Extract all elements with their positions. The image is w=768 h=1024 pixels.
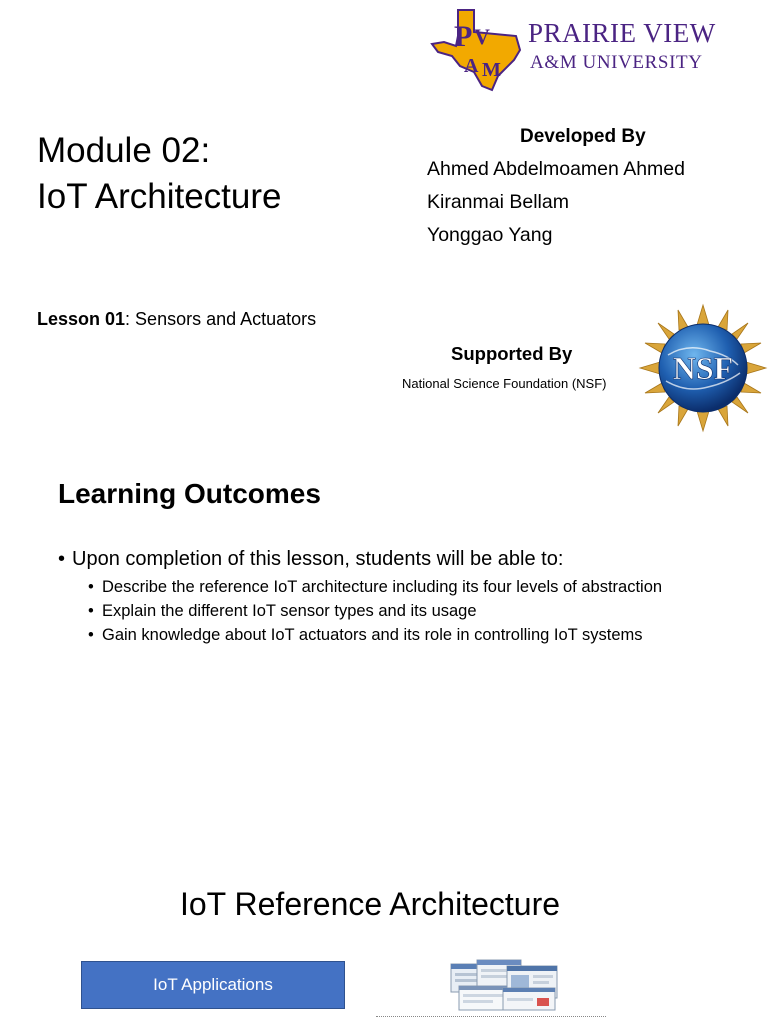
lesson-line — [37, 309, 316, 330]
developer-name: Yonggao Yang — [427, 224, 553, 246]
pvamu-emblem-icon — [430, 6, 530, 94]
bullet-icon: • — [88, 578, 94, 596]
iot-applications-box — [81, 961, 345, 1009]
outcome-item — [88, 626, 643, 645]
lesson-title: : Sensors and Actuators — [125, 309, 317, 329]
module-title — [37, 128, 281, 220]
outcome-text: Explain the different IoT sensor types and its usage — [102, 602, 477, 620]
module-title-line1: Module 02: — [37, 131, 211, 170]
bullet-icon: • — [88, 626, 94, 644]
iot-applications-label: IoT Applications — [153, 975, 273, 994]
nsf-logo — [638, 303, 768, 433]
bullet-icon: • — [88, 602, 94, 620]
divider-line — [376, 1016, 606, 1017]
pvamu-logo — [430, 6, 730, 94]
nsf-logo-text: NSF — [672, 350, 734, 386]
module-title-line2: IoT Architecture — [37, 177, 282, 216]
nsf-seal-icon — [638, 303, 768, 433]
outcome-item — [88, 602, 477, 621]
developer-name: Kiranmai Bellam — [427, 191, 569, 213]
lesson-label: Lesson 01 — [37, 309, 126, 329]
title-slide — [0, 0, 768, 440]
supported-by-heading: Supported By — [451, 343, 573, 364]
logo-wordmark-line1: PRAIRIE VIEW — [528, 18, 716, 48]
svg-text:P: P — [454, 20, 473, 53]
screenshots-collage-icon — [447, 958, 565, 1014]
logo-wordmark-line2: A&M UNIVERSITY — [530, 52, 703, 73]
outcomes-intro-text: Upon completion of this lesson, students will be able to: — [72, 548, 564, 570]
outcome-text: Gain knowledge about IoT actuators and its role in controlling IoT systems — [102, 626, 643, 644]
svg-text:A: A — [464, 55, 479, 77]
developer-name: Ahmed Abdelmoamen Ahmed — [427, 158, 685, 180]
svg-text:M: M — [482, 59, 501, 81]
bullet-icon: • — [58, 548, 66, 570]
learning-outcomes-title: Learning Outcomes — [58, 478, 321, 509]
outcome-item — [88, 578, 662, 597]
developed-by-heading: Developed By — [520, 126, 646, 147]
outcomes-intro — [58, 548, 563, 571]
reference-architecture-title: IoT Reference Architecture — [179, 886, 561, 922]
outcome-text: Describe the reference IoT architecture including its four levels of abstraction — [102, 578, 663, 596]
supporter-name: National Science Foundation (NSF) — [402, 376, 607, 391]
svg-text:V: V — [474, 24, 490, 49]
application-screens-image — [447, 958, 565, 1014]
